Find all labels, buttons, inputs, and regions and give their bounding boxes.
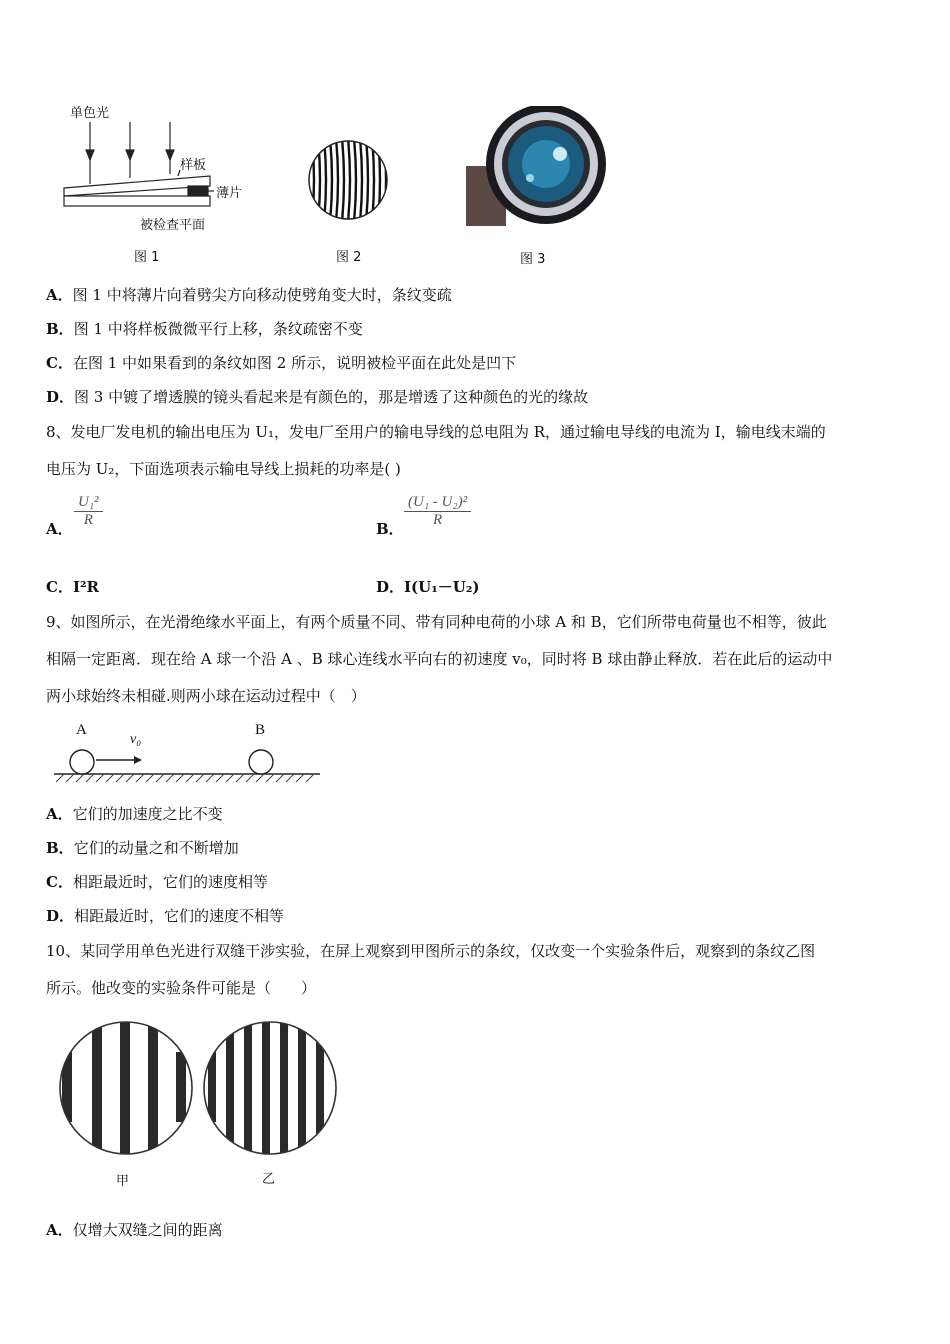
q10-figure xyxy=(56,1012,346,1192)
two-balls-diagram xyxy=(50,718,326,788)
ball-b-label: B xyxy=(255,722,266,738)
q7-option-d: D．图 3 中镀了增透膜的镜头看起来是有颜色的，那是增透了这种颜色的光的缘故 xyxy=(46,388,589,406)
double-slit-fringes xyxy=(56,1012,346,1162)
q9-option-a: A．它们的加速度之比不变 xyxy=(46,805,223,823)
figure-1-wedge xyxy=(60,98,250,238)
q9-option-c: C．相距最近时，它们的速度相等 xyxy=(46,873,268,891)
ball-a-label: A xyxy=(76,722,87,738)
q8-option-c: C．I²R xyxy=(46,578,99,596)
sample-plate-label: 样板 xyxy=(180,158,207,173)
figure-1-caption: 图 1 xyxy=(134,250,160,265)
fraction-denominator: R xyxy=(432,512,443,528)
q8-option-a-fraction xyxy=(74,494,103,529)
figure-2-caption: 图 2 xyxy=(336,250,362,265)
q10-option-a: A．仅增大双缝之间的距离 xyxy=(46,1221,223,1239)
velocity-label: v₀ xyxy=(130,732,142,747)
fringe-right-caption: 乙 xyxy=(262,1172,276,1187)
fraction-numerator: (U₁ - U₂)² xyxy=(404,494,471,512)
monochromatic-light-label: 单色光 xyxy=(70,106,110,121)
q10-stem-line-1: 10、某同学用单色光进行双缝干涉实验，在屏上观察到甲图所示的条纹，仅改变一个实验条件后，观察到的条纹乙图 xyxy=(46,942,816,960)
q7-option-b: B．图 1 中将样板微微平行上移，条纹疏密不变 xyxy=(46,320,363,338)
q10-stem-line-2: 所示。他改变的实验条件可能是（ ） xyxy=(46,979,317,997)
q9-stem-line-1: 9、如图所示，在光滑绝缘水平面上，有两个质量不同、带有同种电荷的小球 A 和 B，它们所带电荷量也不相等，彼此 xyxy=(46,613,827,631)
q7-option-a: A．图 1 中将薄片向着劈尖方向移动使劈角变大时，条纹变疏 xyxy=(46,286,452,304)
shim-label: 薄片 xyxy=(216,186,243,201)
q8-option-b-letter: B． xyxy=(376,520,404,538)
figure-3-caption: 图 3 xyxy=(520,252,546,267)
q9-option-d: D．相距最近时，它们的速度不相等 xyxy=(46,907,285,925)
q9-option-b: B．它们的动量之和不断增加 xyxy=(46,839,239,857)
fraction-denominator: R xyxy=(83,512,93,528)
figure-3-lens xyxy=(466,106,606,226)
q7-option-c: C．在图 1 中如果看到的条纹如图 2 所示，说明被检平面在此处是凹下 xyxy=(46,354,517,372)
q8-stem-line-2: 电压为 U₂，下面选项表示输电导线上损耗的功率是( ) xyxy=(46,460,401,478)
lens-photo xyxy=(466,106,606,226)
fringe-circle xyxy=(306,138,390,222)
q9-stem-line-3: 两小球始终未相碰.则两小球在运动过程中（ ） xyxy=(46,687,366,705)
q9-figure xyxy=(50,718,326,788)
q8-option-b-fraction xyxy=(404,494,471,529)
fringe-left-caption: 甲 xyxy=(116,1174,130,1189)
q8-stem-line-1: 8、发电厂发电机的输出电压为 U₁，发电厂至用户的输电导线的总电阻为 R，通过输电导线的电流为 I，输电线末端的 xyxy=(46,423,826,441)
figure-2-fringes xyxy=(306,138,390,222)
tested-surface-label: 被检查平面 xyxy=(140,218,206,233)
q8-option-d: D．I(U₁－U₂) xyxy=(376,578,480,596)
q9-stem-line-2: 相隔一定距离．现在给 A 球一个沿 A 、B 球心连线水平向右的初速度 v₀，同时将 B 球由静止释放．若在此后的运动中 xyxy=(46,650,833,668)
fraction-numerator: U₁² xyxy=(74,494,103,512)
q8-option-a-letter: A． xyxy=(46,520,73,538)
